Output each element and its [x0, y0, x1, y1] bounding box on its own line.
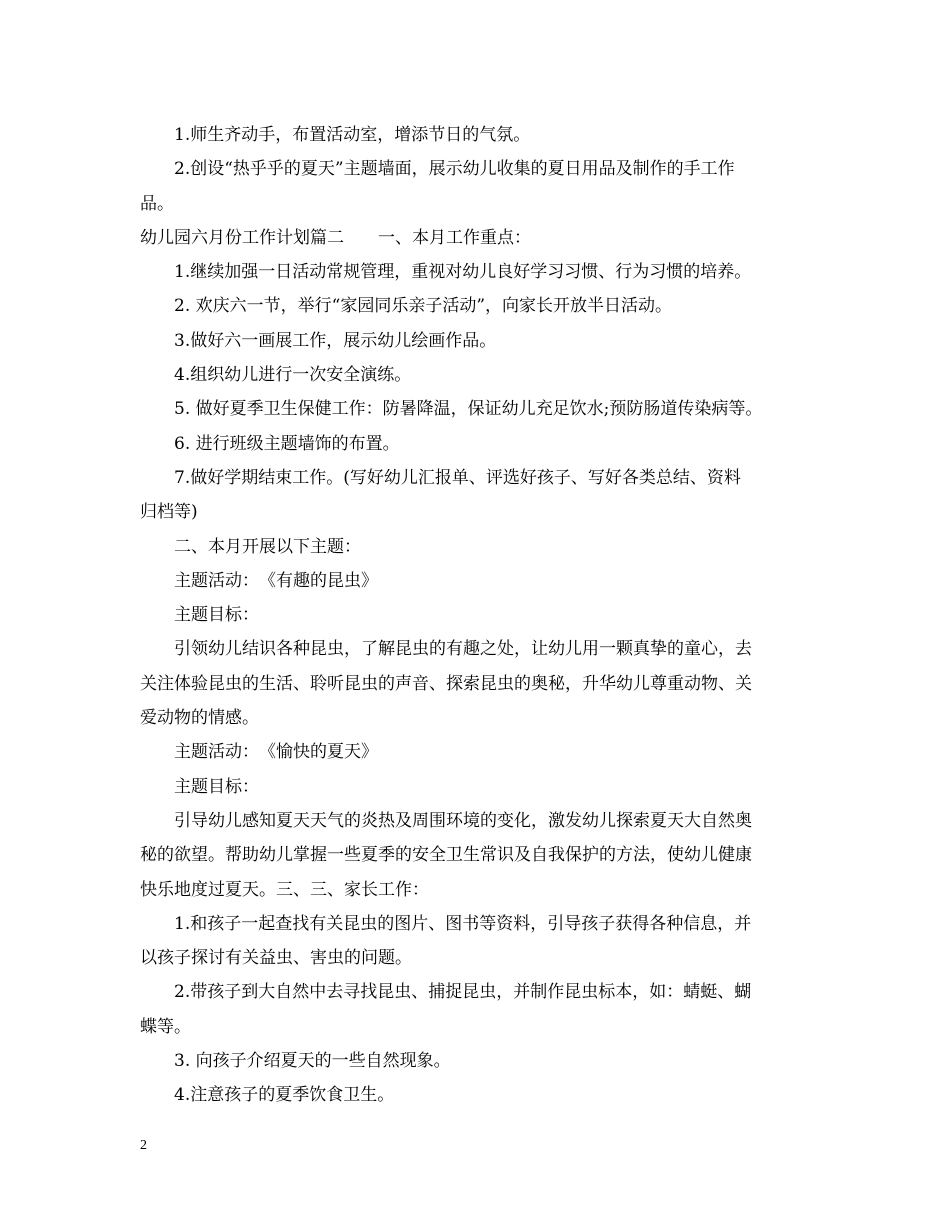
text-line: 1.和孩子一起查找有关昆虫的图片、图书等资料，引导孩子获得各种信息，并 [174, 913, 752, 934]
text-line: 秘的欲望。帮助幼儿掌握一些夏季的安全卫生常识及自我保护的方法，使幼儿健康 [140, 845, 752, 866]
text-line: 主题目标： [174, 605, 259, 626]
text-line: 3.做好六一画展工作，展示幼儿绘画作品。 [174, 330, 497, 351]
text-line: 2. 欢庆六一节，举行“家园同乐亲子活动”，向家长开放半日活动。 [174, 296, 673, 317]
text-line: 品。 [140, 193, 174, 214]
text-line: 5. 做好夏季卫生保健工作：防暑降温，保证幼儿充足饮水;预防肠道传染病等。 [174, 399, 763, 420]
text-line: 主题目标： [174, 776, 259, 797]
text-line: 主题活动： 《有趣的昆虫》 [174, 570, 378, 591]
text-line: 2.创设“热乎乎的夏天”主题墙面，展示幼儿收集的夏日用品及制作的手工作 [174, 159, 735, 180]
text-line: 归档等) [140, 502, 198, 523]
text-line: 主题活动： 《愉快的夏天》 [174, 742, 378, 763]
text-line: 3. 向孩子介绍夏天的一些自然现象。 [174, 1051, 451, 1072]
text-line: 以孩子探讨有关益虫、害虫的问题。 [140, 948, 412, 969]
text-line: 6. 进行班级主题墙饰的布置。 [174, 433, 400, 454]
text-line: 4.注意孩子的夏季饮食卫生。 [174, 1085, 395, 1106]
text-line: 蝶等。 [140, 1016, 191, 1037]
text-line: 7.做好学期结束工作。(写好幼儿汇报单、评选好孩子、写好各类总结、资料 [174, 467, 741, 488]
text-line: 1.继续加强一日活动常规管理，重视对幼儿良好学习习惯、行为习惯的培养。 [174, 262, 752, 283]
text-line: 二、本月开展以下主题： [174, 536, 361, 557]
text-line: 幼儿园六月份工作计划篇二 一、本月工作重点： [140, 227, 531, 248]
text-line: 引领幼儿结识各种昆虫，了解昆虫的有趣之处，让幼儿用一颗真挚的童心，去 [174, 639, 752, 660]
text-line: 4.组织幼儿进行一次安全演练。 [174, 365, 412, 386]
text-line: 快乐地度过夏天。三、三、家长工作： [140, 879, 429, 900]
text-line: 引导幼儿感知夏天天气的炎热及周围环境的变化，激发幼儿探索夏天大自然奥 [174, 810, 752, 831]
page-number: 2 [140, 1138, 147, 1153]
text-line: 2.带孩子到大自然中去寻找昆虫、捕捉昆虫，并制作昆虫标本，如：蜻蜓、蝴 [174, 982, 752, 1003]
document-body [140, 118, 820, 1113]
text-line: 关注体验昆虫的生活、聆听昆虫的声音、探索昆虫的奥秘，升华幼儿尊重动物、关 [140, 673, 752, 694]
text-line: 爱动物的情感。 [140, 708, 259, 729]
text-line: 1.师生齐动手，布置活动室，增添节日的气氛。 [174, 125, 531, 145]
